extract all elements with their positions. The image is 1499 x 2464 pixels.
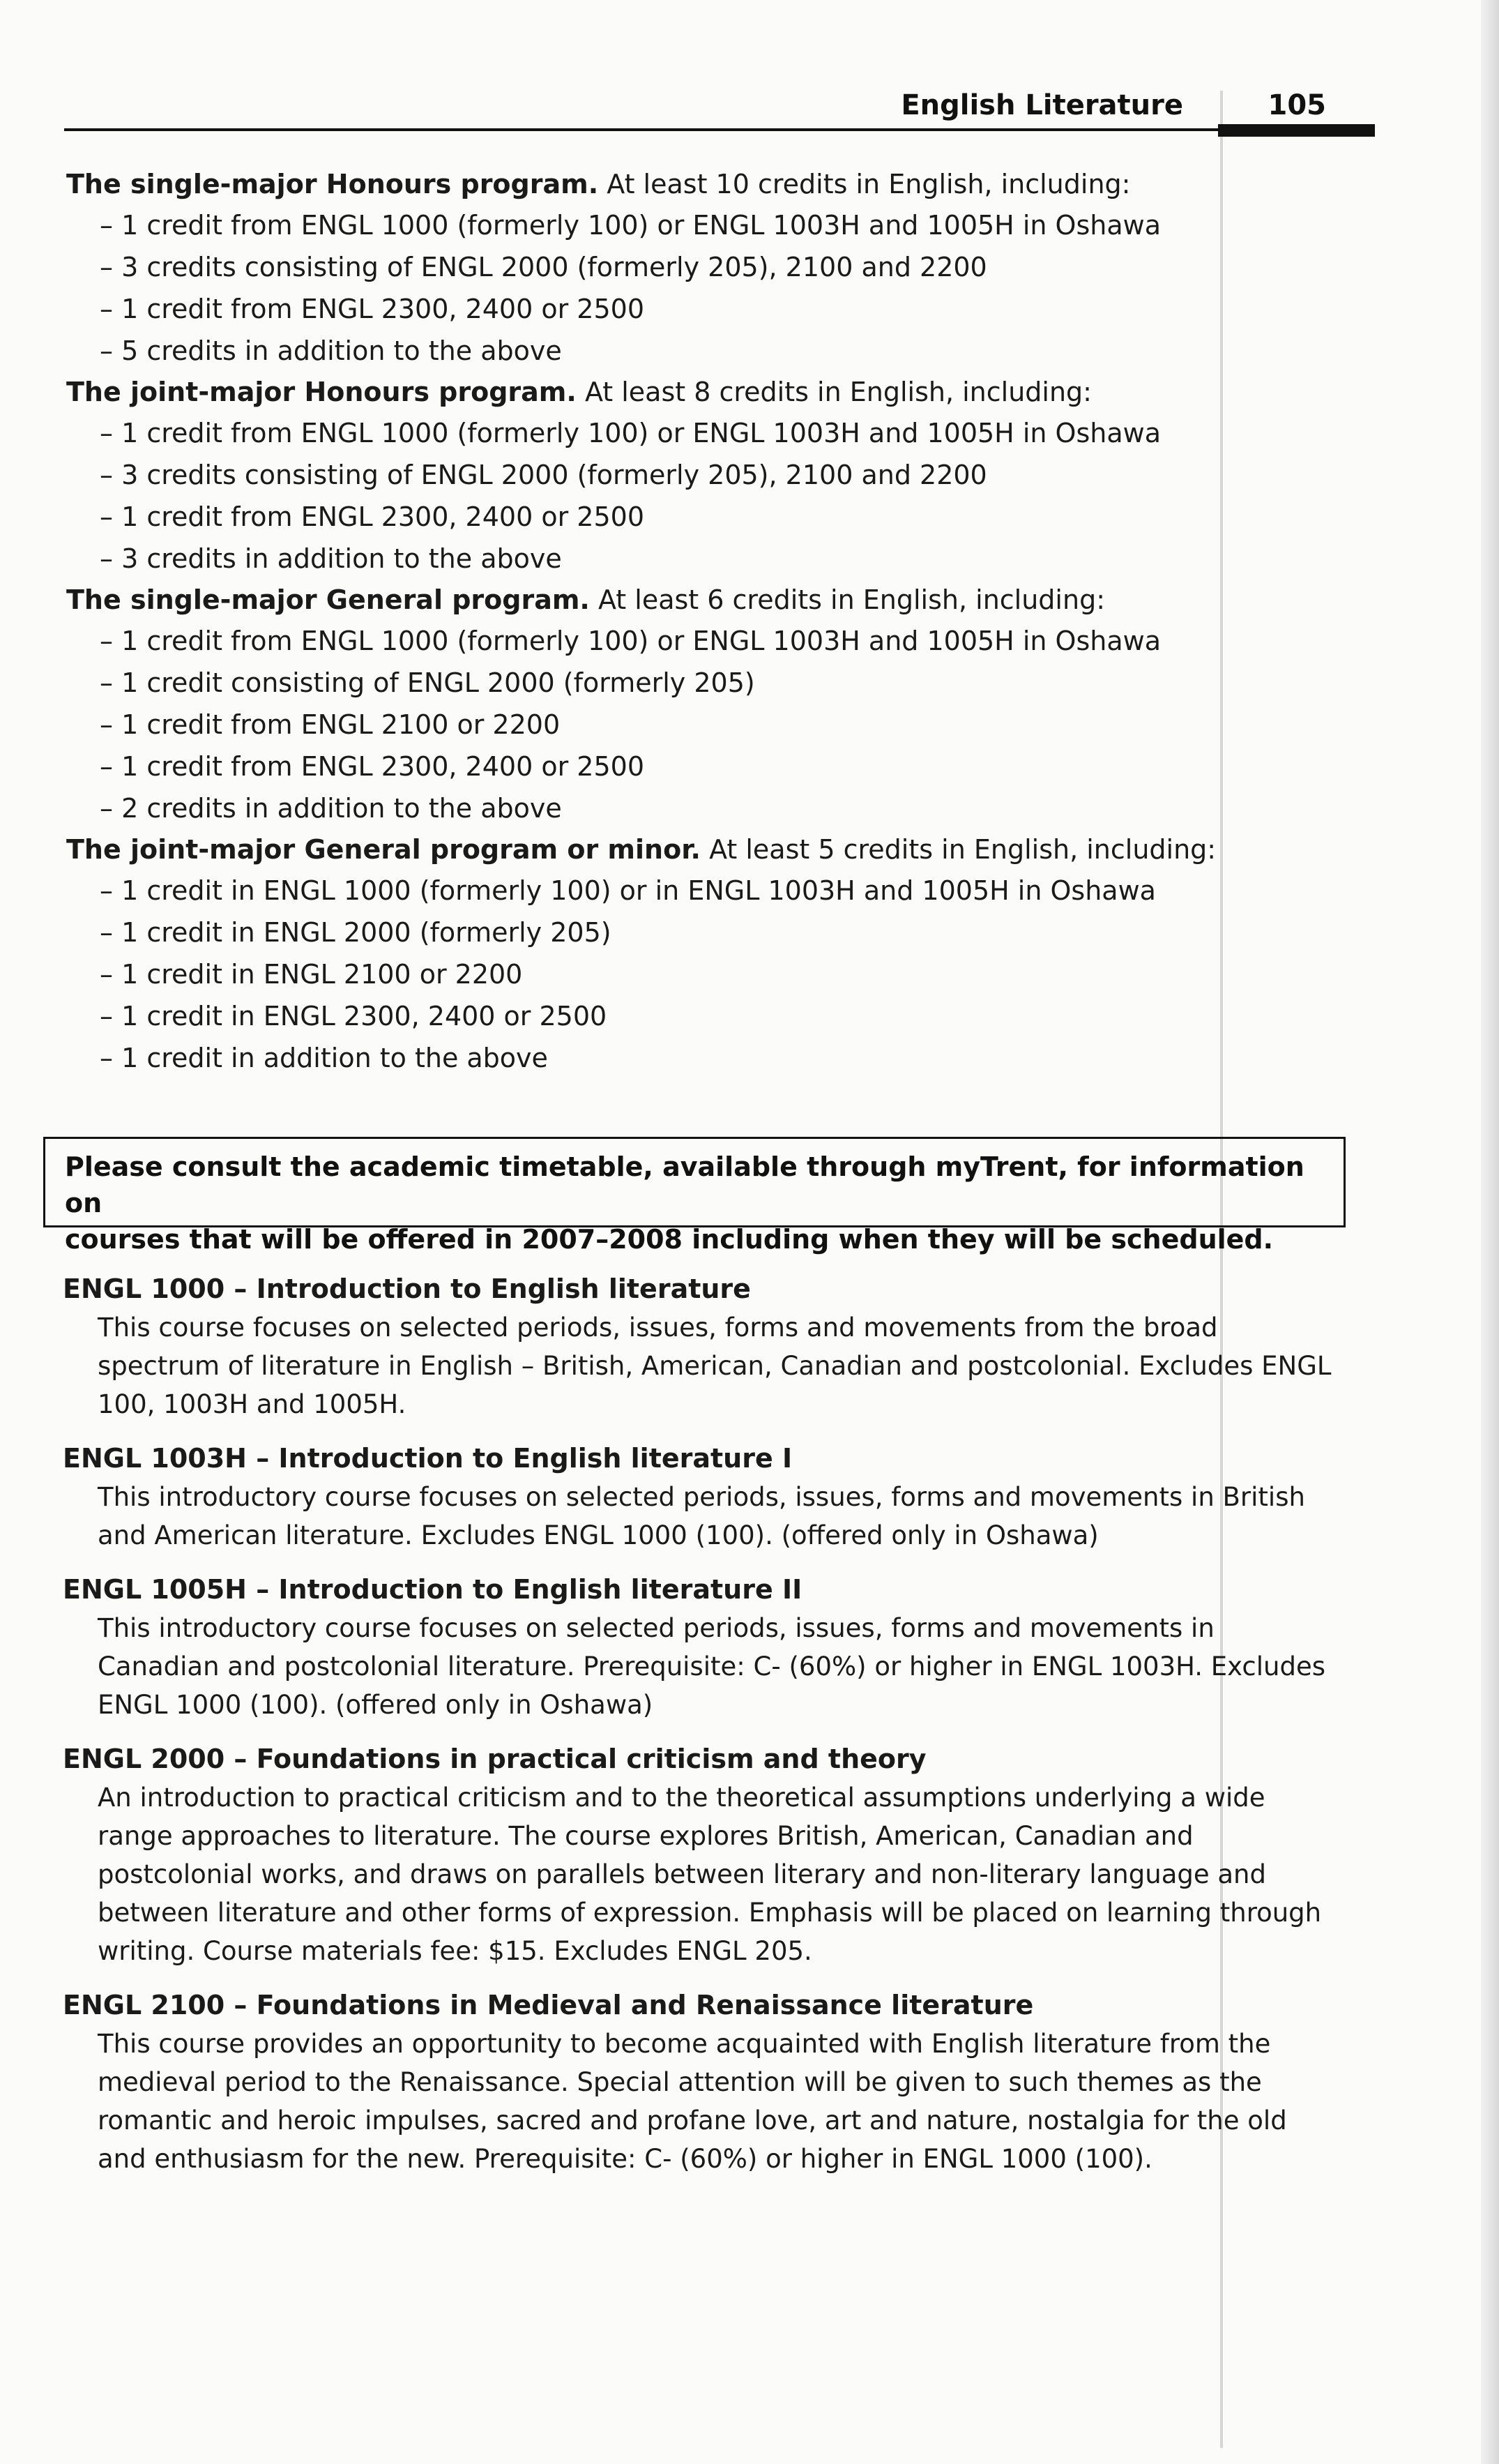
notice-line: courses that will be offered in 2007–2008 including when they will be scheduled. — [65, 1224, 1274, 1255]
course-engl-2100 — [63, 1986, 1380, 2178]
page-number: 105 — [1268, 89, 1326, 121]
header-rule-accent — [1218, 124, 1375, 137]
course-title: ENGL 2100 – Foundations in Medieval and Renaissance literature — [63, 1990, 1034, 2020]
requirement-item: – 1 credit from ENGL 2100 or 2200 — [100, 709, 561, 740]
requirement-item: – 3 credits consisting of ENGL 2000 (formerly 205), 2100 and 2200 — [100, 460, 987, 490]
course-description: This introductory course focuses on selected periods, issues, forms and movements in British and American literature. Excludes ENGL 1000 (100). (offered only in Oshawa) — [98, 1482, 1305, 1550]
program-heading — [66, 164, 1377, 204]
requirement-item: – 1 credit consisting of ENGL 2000 (formerly 205) — [100, 667, 755, 698]
course-title: ENGL 2000 – Foundations in practical criticism and theory — [63, 1744, 927, 1774]
program-intro: At least 6 credits in English, including: — [598, 584, 1105, 615]
requirement-list — [66, 204, 1377, 372]
timetable-notice-box — [43, 1137, 1346, 1255]
program-heading — [66, 829, 1377, 870]
notice-line: Please consult the academic timetable, available through myTrent, for information on — [65, 1151, 1304, 1218]
requirement-item: – 1 credit in ENGL 2000 (formerly 205) — [100, 917, 611, 948]
requirement-item: – 1 credit from ENGL 1000 (formerly 100) or ENGL 1003H and 1005H in Oshawa — [100, 210, 1162, 241]
requirement-item: – 3 credits consisting of ENGL 2000 (formerly 205), 2100 and 2200 — [100, 252, 987, 282]
requirement-item: – 2 credits in addition to the above — [100, 793, 562, 824]
requirement-item: – 3 credits in addition to the above — [100, 543, 562, 574]
requirement-list — [66, 412, 1377, 580]
course-description: This course provides an opportunity to become acquainted with English literature from the medieval period to the Renaissance. Special attention will be given to such themes as the romantic and heroic impulses, sacred and profane love, art and nature, nostalgia for the old and enthusiasm for the new. Prerequisite: C- (60%) or higher in ENGL 1000 (100). — [98, 2029, 1287, 2174]
program-intro: At least 5 credits in English, including: — [709, 834, 1217, 865]
course-engl-1003h — [63, 1439, 1380, 1555]
program-name: The single-major General program. — [66, 584, 590, 615]
course-description: This introductory course focuses on selected periods, issues, forms and movements in Canadian and postcolonial literature. Prerequisite: C- (60%) or higher in ENGL 1003H. Excludes ENGL 1000 (100). (offered only in Oshawa) — [98, 1613, 1326, 1720]
page-edge-shadow — [1481, 0, 1499, 2464]
requirement-item: – 1 credit from ENGL 1000 (formerly 100) or ENGL 1003H and 1005H in Oshawa — [100, 418, 1162, 448]
course-description: An introduction to practical criticism and to the theoretical assumptions underlying a wide range approaches to literature. The course explores British, American, Canadian and postcolonial works, and draws on parallels between literary and non-literary language and between literature and other forms of expression. Emphasis will be placed on learning through writing. Course materials fee: $15. Excludes ENGL 205. — [98, 1783, 1322, 1966]
course-engl-2000 — [63, 1739, 1380, 1970]
program-name: The joint-major General program or minor. — [66, 834, 701, 865]
requirement-item: – 1 credit in ENGL 2100 or 2200 — [100, 959, 523, 990]
requirement-item: – 1 credit in ENGL 2300, 2400 or 2500 — [100, 1001, 607, 1031]
program-single-major-honours — [66, 164, 1377, 372]
course-listings — [63, 1269, 1380, 2193]
requirement-item: – 1 credit from ENGL 2300, 2400 or 2500 — [100, 294, 645, 324]
program-joint-major-general-minor — [66, 829, 1377, 1079]
program-name: The single-major Honours program. — [66, 169, 599, 199]
requirement-list — [66, 870, 1377, 1079]
course-title: ENGL 1005H – Introduction to English literature II — [63, 1574, 802, 1605]
requirement-list — [66, 620, 1377, 829]
header-title: English Literature — [901, 89, 1183, 121]
course-title: ENGL 1000 – Introduction to English literature — [63, 1273, 751, 1304]
requirement-item: – 1 credit in ENGL 1000 (formerly 100) or in ENGL 1003H and 1005H in Oshawa — [100, 875, 1156, 906]
program-name: The joint-major Honours program. — [66, 377, 577, 407]
requirement-item: – 5 credits in addition to the above — [100, 335, 562, 366]
program-joint-major-honours — [66, 372, 1377, 580]
program-heading — [66, 372, 1377, 412]
program-intro: At least 8 credits in English, including: — [584, 377, 1092, 407]
course-description: This course focuses on selected periods, issues, forms and movements from the broad spectrum of literature in English – British, American, Canadian and postcolonial. Excludes ENGL 100, 1003H and 1005H. — [98, 1313, 1332, 1419]
running-header — [64, 84, 1375, 139]
program-requirements — [66, 164, 1377, 1079]
program-single-major-general — [66, 580, 1377, 829]
header-rule — [64, 128, 1375, 131]
course-engl-1005h — [63, 1570, 1380, 1724]
requirement-item: – 1 credit from ENGL 2300, 2400 or 2500 — [100, 501, 645, 532]
course-engl-1000 — [63, 1269, 1380, 1423]
course-title: ENGL 1003H – Introduction to English literature I — [63, 1443, 793, 1474]
program-intro: At least 10 credits in English, including: — [607, 169, 1131, 199]
requirement-item: – 1 credit in addition to the above — [100, 1043, 548, 1073]
program-heading — [66, 580, 1377, 620]
requirement-item: – 1 credit from ENGL 1000 (formerly 100) or ENGL 1003H and 1005H in Oshawa — [100, 626, 1162, 656]
requirement-item: – 1 credit from ENGL 2300, 2400 or 2500 — [100, 751, 645, 782]
